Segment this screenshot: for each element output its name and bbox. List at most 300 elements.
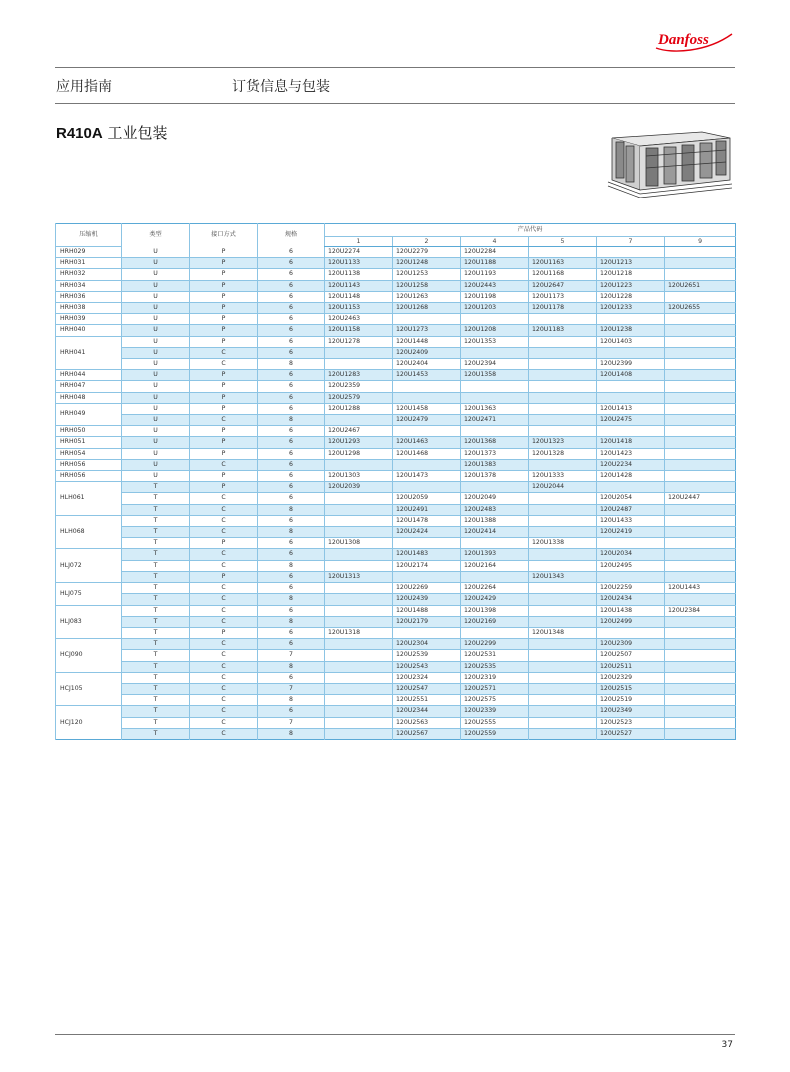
type-cell: U	[122, 347, 190, 358]
product-code-cell: 120U2539	[393, 650, 461, 661]
product-code-cell	[325, 549, 393, 560]
product-code-cell: 120U1328	[529, 448, 597, 459]
title-rest: 工业包装	[102, 124, 168, 142]
type-cell: U	[122, 359, 190, 370]
product-code-cell	[597, 482, 665, 493]
type-cell: T	[122, 650, 190, 661]
type-cell: T	[122, 504, 190, 515]
product-code-cell: 120U2324	[393, 672, 461, 683]
type-cell: U	[122, 269, 190, 280]
connection-cell: C	[190, 695, 258, 706]
table-row	[56, 459, 736, 470]
col-header-spec: 规格	[258, 224, 325, 247]
header-bottom-rule	[55, 103, 735, 104]
product-code-cell	[665, 504, 736, 515]
spec-cell: 8	[258, 695, 325, 706]
product-code-cell: 120U1303	[325, 471, 393, 482]
product-code-cell	[325, 639, 393, 650]
code-col-1: 1	[325, 237, 393, 247]
compressor-model-cell: HRH048	[56, 392, 122, 403]
product-code-cell	[529, 728, 597, 739]
code-col-7: 7	[597, 237, 665, 247]
product-code-cell: 120U2499	[597, 616, 665, 627]
product-code-cell	[665, 325, 736, 336]
product-code-cell	[393, 459, 461, 470]
product-code-cell: 120U2463	[325, 314, 393, 325]
product-code-cell	[529, 314, 597, 325]
product-code-cell: 120U1213	[597, 258, 665, 269]
table-row	[56, 303, 736, 314]
product-code-cell	[393, 627, 461, 638]
product-code-cell	[665, 650, 736, 661]
product-code-cell: 120U2174	[393, 560, 461, 571]
product-code-cell	[665, 437, 736, 448]
type-cell: U	[122, 381, 190, 392]
product-code-cell: 120U2551	[393, 695, 461, 706]
product-code-cell	[325, 683, 393, 694]
spec-cell: 7	[258, 683, 325, 694]
product-code-cell: 120U1238	[597, 325, 665, 336]
compressor-model-cell: HRH034	[56, 280, 122, 291]
spec-cell: 6	[258, 403, 325, 414]
connection-cell: P	[190, 381, 258, 392]
spec-cell: 6	[258, 706, 325, 717]
connection-cell: P	[190, 482, 258, 493]
product-code-cell	[665, 717, 736, 728]
compressor-model-cell: HCJ090	[56, 639, 122, 673]
product-code-cell	[665, 426, 736, 437]
product-code-cell: 120U1338	[529, 538, 597, 549]
product-code-cell	[461, 627, 529, 638]
product-code-cell: 120U1348	[529, 627, 597, 638]
product-code-cell	[529, 661, 597, 672]
connection-cell: P	[190, 280, 258, 291]
product-code-cell: 120U1278	[325, 336, 393, 347]
connection-cell: P	[190, 258, 258, 269]
product-code-cell	[393, 314, 461, 325]
product-code-cell: 120U1383	[461, 459, 529, 470]
product-code-cell: 120U2309	[597, 639, 665, 650]
spec-cell: 6	[258, 639, 325, 650]
product-code-cell	[597, 381, 665, 392]
product-code-cell	[529, 639, 597, 650]
product-code-cell: 120U1253	[393, 269, 461, 280]
connection-cell: P	[190, 269, 258, 280]
pallet-illustration	[606, 128, 734, 198]
product-code-cell	[597, 347, 665, 358]
product-code-cell	[597, 627, 665, 638]
product-code-cell: 120U1473	[393, 471, 461, 482]
product-code-cell	[529, 560, 597, 571]
type-cell: U	[122, 471, 190, 482]
product-code-cell: 120U1313	[325, 571, 393, 582]
spec-cell: 6	[258, 605, 325, 616]
table-row	[56, 280, 736, 291]
table-row	[56, 347, 736, 358]
spec-cell: 6	[258, 437, 325, 448]
compressor-model-cell: HLJ083	[56, 605, 122, 639]
type-cell: T	[122, 616, 190, 627]
product-code-cell	[529, 695, 597, 706]
spec-cell: 6	[258, 314, 325, 325]
product-code-cell	[325, 717, 393, 728]
product-code-cell: 120U2419	[597, 527, 665, 538]
connection-cell: C	[190, 683, 258, 694]
table-row	[56, 594, 736, 605]
spec-cell: 6	[258, 247, 325, 258]
product-code-cell: 120U2555	[461, 717, 529, 728]
product-code-cell	[393, 538, 461, 549]
section-label: 应用指南	[56, 79, 112, 95]
product-code-cell	[665, 683, 736, 694]
product-code-cell: 120U1413	[597, 403, 665, 414]
type-cell: U	[122, 437, 190, 448]
table-row	[56, 336, 736, 347]
type-cell: T	[122, 515, 190, 526]
product-code-cell	[461, 347, 529, 358]
product-code-cell	[665, 482, 736, 493]
spec-cell: 6	[258, 426, 325, 437]
type-cell: T	[122, 538, 190, 549]
product-code-cell	[665, 515, 736, 526]
product-code-cell	[325, 695, 393, 706]
product-code-cell	[597, 538, 665, 549]
product-code-cell	[665, 247, 736, 258]
connection-cell: P	[190, 448, 258, 459]
connection-cell: P	[190, 538, 258, 549]
spec-cell: 7	[258, 717, 325, 728]
connection-cell: C	[190, 560, 258, 571]
spec-cell: 6	[258, 269, 325, 280]
type-cell: T	[122, 594, 190, 605]
connection-cell: P	[190, 471, 258, 482]
table-row	[56, 549, 736, 560]
product-code-cell: 120U2399	[597, 359, 665, 370]
spec-cell: 6	[258, 336, 325, 347]
product-code-cell	[529, 672, 597, 683]
product-code-cell: 120U1483	[393, 549, 461, 560]
footer-rule	[55, 1034, 735, 1035]
product-code-cell: 120U1223	[597, 280, 665, 291]
product-code-cell: 120U2543	[393, 661, 461, 672]
product-code-cell: 120U1178	[529, 303, 597, 314]
spec-cell: 6	[258, 571, 325, 582]
compressor-model-cell: HRH036	[56, 291, 122, 302]
connection-cell: C	[190, 415, 258, 426]
product-code-cell: 120U1208	[461, 325, 529, 336]
product-code-cell	[665, 639, 736, 650]
table-row	[56, 415, 736, 426]
packaging-table	[55, 223, 736, 740]
connection-cell: C	[190, 359, 258, 370]
connection-cell: C	[190, 459, 258, 470]
connection-cell: P	[190, 403, 258, 414]
product-code-cell: 120U1283	[325, 370, 393, 381]
type-cell: T	[122, 527, 190, 538]
product-code-cell: 120U1143	[325, 280, 393, 291]
product-code-cell: 120U2034	[597, 549, 665, 560]
connection-cell: C	[190, 583, 258, 594]
product-code-cell	[529, 650, 597, 661]
product-code-cell	[529, 527, 597, 538]
product-code-cell: 120U2409	[393, 347, 461, 358]
product-code-cell: 120U1333	[529, 471, 597, 482]
product-code-cell	[597, 426, 665, 437]
spec-cell: 6	[258, 459, 325, 470]
product-code-cell: 120U1388	[461, 515, 529, 526]
product-code-cell: 120U2299	[461, 639, 529, 650]
type-cell: T	[122, 672, 190, 683]
product-code-cell: 120U1183	[529, 325, 597, 336]
product-code-cell	[597, 392, 665, 403]
type-cell: U	[122, 303, 190, 314]
section-subtitle: 订货信息与包装	[232, 79, 330, 95]
spec-cell: 6	[258, 291, 325, 302]
spec-cell: 8	[258, 594, 325, 605]
connection-cell: C	[190, 717, 258, 728]
product-code-cell: 120U1228	[597, 291, 665, 302]
product-code-cell	[325, 728, 393, 739]
product-code-cell: 120U1163	[529, 258, 597, 269]
product-code-cell	[665, 549, 736, 560]
product-code-cell	[529, 415, 597, 426]
product-code-cell	[597, 571, 665, 582]
type-cell: U	[122, 403, 190, 414]
product-code-cell: 120U2234	[597, 459, 665, 470]
packaging-table-container	[55, 223, 735, 740]
product-code-cell	[529, 347, 597, 358]
spec-cell: 6	[258, 493, 325, 504]
compressor-model-cell: HRH040	[56, 325, 122, 336]
product-code-cell	[529, 594, 597, 605]
product-code-cell: 120U2164	[461, 560, 529, 571]
table-row	[56, 426, 736, 437]
spec-cell: 6	[258, 258, 325, 269]
product-code-cell	[461, 538, 529, 549]
compressor-model-cell: HRH056	[56, 459, 122, 470]
compressor-model-cell: HLJ075	[56, 583, 122, 605]
type-cell: U	[122, 314, 190, 325]
table-row	[56, 706, 736, 717]
product-code-cell	[665, 370, 736, 381]
product-code-cell: 120U2523	[597, 717, 665, 728]
table-row	[56, 661, 736, 672]
product-code-cell: 120U2414	[461, 527, 529, 538]
logo-text: Danfoss	[658, 32, 709, 48]
product-code-cell: 120U2567	[393, 728, 461, 739]
product-code-cell: 120U2559	[461, 728, 529, 739]
connection-cell: P	[190, 247, 258, 258]
product-code-cell: 120U2507	[597, 650, 665, 661]
product-code-cell: 120U2169	[461, 616, 529, 627]
product-code-cell	[665, 627, 736, 638]
product-code-cell: 120U1423	[597, 448, 665, 459]
table-row	[56, 325, 736, 336]
product-code-cell: 120U1248	[393, 258, 461, 269]
product-code-cell: 120U1153	[325, 303, 393, 314]
product-code-cell: 120U2443	[461, 280, 529, 291]
product-code-cell	[325, 605, 393, 616]
connection-cell: C	[190, 605, 258, 616]
table-row	[56, 695, 736, 706]
refrigerant-label: R410A	[56, 125, 103, 142]
table-row	[56, 437, 736, 448]
product-code-cell	[325, 359, 393, 370]
product-code-cell: 120U2575	[461, 695, 529, 706]
product-code-cell	[529, 426, 597, 437]
product-code-cell	[393, 381, 461, 392]
table-row	[56, 392, 736, 403]
product-code-cell: 120U2259	[597, 583, 665, 594]
product-code-cell	[529, 459, 597, 470]
product-code-cell	[325, 661, 393, 672]
table-row	[56, 269, 736, 280]
product-code-cell	[325, 706, 393, 717]
compressor-model-cell: HRH031	[56, 258, 122, 269]
spec-cell: 6	[258, 392, 325, 403]
product-code-cell: 120U2651	[665, 280, 736, 291]
product-code-cell	[529, 583, 597, 594]
product-code-cell: 120U1188	[461, 258, 529, 269]
type-cell: T	[122, 549, 190, 560]
product-code-cell	[665, 616, 736, 627]
table-row	[56, 403, 736, 414]
product-code-cell: 120U1418	[597, 437, 665, 448]
product-code-cell: 120U2269	[393, 583, 461, 594]
connection-cell: C	[190, 639, 258, 650]
product-code-cell: 120U2394	[461, 359, 529, 370]
table-row	[56, 583, 736, 594]
product-code-cell	[529, 370, 597, 381]
table-row	[56, 605, 736, 616]
spec-cell: 6	[258, 672, 325, 683]
product-code-cell	[325, 560, 393, 571]
product-code-cell	[529, 549, 597, 560]
product-code-cell: 120U2339	[461, 706, 529, 717]
compressor-model-cell: HRH032	[56, 269, 122, 280]
connection-cell: C	[190, 672, 258, 683]
product-code-cell: 120U1288	[325, 403, 393, 414]
product-code-cell	[393, 426, 461, 437]
type-cell: U	[122, 415, 190, 426]
product-code-cell: 120U1443	[665, 583, 736, 594]
product-code-cell: 120U2424	[393, 527, 461, 538]
product-code-cell: 120U2527	[597, 728, 665, 739]
table-row	[56, 247, 736, 258]
table-row	[56, 571, 736, 582]
table-row	[56, 291, 736, 302]
type-cell: T	[122, 661, 190, 672]
product-code-cell: 120U1193	[461, 269, 529, 280]
product-code-cell	[665, 661, 736, 672]
product-code-cell: 120U1343	[529, 571, 597, 582]
product-code-cell: 120U2049	[461, 493, 529, 504]
connection-cell: C	[190, 616, 258, 627]
product-code-cell	[325, 415, 393, 426]
table-row	[56, 672, 736, 683]
product-code-cell: 120U1488	[393, 605, 461, 616]
connection-cell: C	[190, 661, 258, 672]
product-code-cell	[665, 672, 736, 683]
product-code-cell	[325, 650, 393, 661]
spec-cell: 6	[258, 482, 325, 493]
table-row	[56, 314, 736, 325]
product-code-cell: 120U2655	[665, 303, 736, 314]
product-code-cell: 120U2579	[325, 392, 393, 403]
table-row	[56, 381, 736, 392]
product-code-cell	[529, 717, 597, 728]
type-cell: T	[122, 627, 190, 638]
connection-cell: C	[190, 515, 258, 526]
product-code-cell: 120U1323	[529, 437, 597, 448]
product-code-cell: 120U1173	[529, 291, 597, 302]
compressor-model-cell: HRH041	[56, 336, 122, 370]
product-code-cell	[529, 336, 597, 347]
table-row	[56, 650, 736, 661]
product-code-cell	[529, 403, 597, 414]
table-row	[56, 616, 736, 627]
type-cell: T	[122, 571, 190, 582]
product-code-cell: 120U2447	[665, 493, 736, 504]
connection-cell: P	[190, 627, 258, 638]
spec-cell: 8	[258, 616, 325, 627]
product-code-cell: 120U1353	[461, 336, 529, 347]
compressor-model-cell: HRH051	[56, 437, 122, 448]
product-code-cell: 120U2479	[393, 415, 461, 426]
type-cell: U	[122, 448, 190, 459]
product-code-cell	[325, 493, 393, 504]
type-cell: U	[122, 291, 190, 302]
page-title	[56, 122, 167, 143]
product-code-cell	[665, 471, 736, 482]
product-code-cell: 120U1308	[325, 538, 393, 549]
type-cell: T	[122, 639, 190, 650]
product-code-cell	[529, 616, 597, 627]
table-row	[56, 538, 736, 549]
table-row	[56, 627, 736, 638]
table-row	[56, 683, 736, 694]
connection-cell: C	[190, 504, 258, 515]
product-code-cell	[461, 571, 529, 582]
product-code-cell	[529, 605, 597, 616]
product-code-cell: 120U1358	[461, 370, 529, 381]
product-code-cell	[665, 560, 736, 571]
connection-cell: P	[190, 437, 258, 448]
product-code-cell	[665, 258, 736, 269]
connection-cell: C	[190, 706, 258, 717]
table-row	[56, 560, 736, 571]
product-code-cell	[597, 314, 665, 325]
product-code-cell	[325, 527, 393, 538]
connection-cell: P	[190, 291, 258, 302]
code-col-5: 5	[529, 237, 597, 247]
col-header-type: 类型	[122, 224, 190, 247]
product-code-cell: 120U1218	[597, 269, 665, 280]
product-code-cell	[529, 359, 597, 370]
product-code-cell	[325, 459, 393, 470]
product-code-cell	[665, 706, 736, 717]
product-code-cell: 120U1233	[597, 303, 665, 314]
product-code-cell	[529, 493, 597, 504]
table-row	[56, 639, 736, 650]
type-cell: U	[122, 258, 190, 269]
product-code-cell	[665, 359, 736, 370]
spec-cell: 6	[258, 627, 325, 638]
product-code-cell: 120U2344	[393, 706, 461, 717]
compressor-model-cell: HRH056	[56, 471, 122, 482]
spec-cell: 6	[258, 347, 325, 358]
product-code-cell	[461, 392, 529, 403]
